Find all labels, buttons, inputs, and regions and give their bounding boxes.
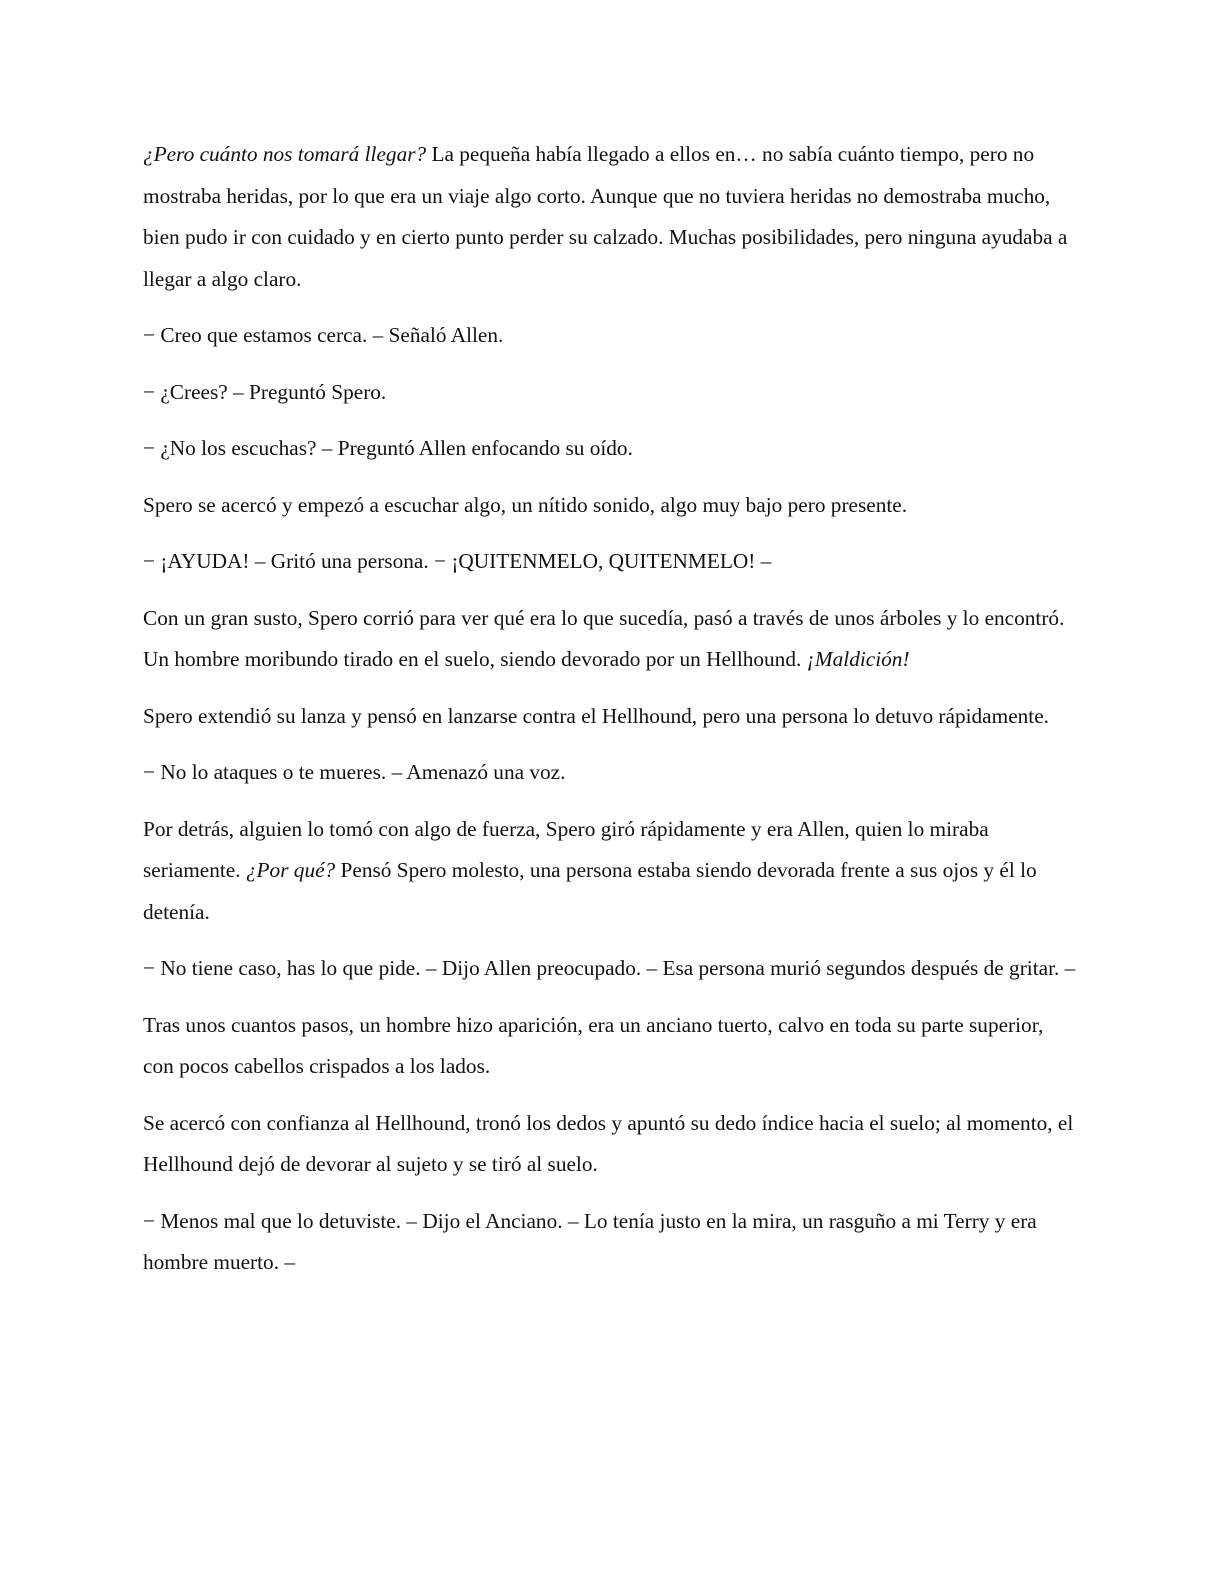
paragraph-11: [143, 948, 1078, 990]
paragraph-11-text: − No tiene caso, has lo que pide. – Dijo Allen preocupado. – Esa persona murió segundos después de gritar. –: [143, 956, 1076, 980]
paragraph-13: [143, 1103, 1078, 1186]
paragraph-1: [143, 134, 1078, 300]
paragraph-6: [143, 541, 1078, 583]
paragraph-10-text-a: Por detrás, alguien lo tomó con algo de fuerza, Spero giró rápidamente y era Allen, quien lo miraba seriamente.: [143, 816, 989, 882]
paragraph-9-text: − No lo ataques o te mueres. – Amenazó una voz.: [143, 760, 566, 784]
paragraph-5-text: Spero se acercó y empezó a escuchar algo, un nítido sonido, algo muy bajo pero presente.: [143, 492, 908, 517]
paragraph-7-text: Con un gran susto, Spero corrió para ver qué era lo que sucedía, pasó a través de unos árboles y lo encontró. Un hombre moribundo tirado en el suelo, siendo devorado por un Hellhound.: [143, 605, 1065, 671]
paragraph-7: [143, 598, 1078, 681]
paragraph-1-italic: ¿Pero cuánto nos tomará llegar?: [143, 142, 427, 166]
paragraph-2-text: − Creo que estamos cerca. – Señaló Allen.: [143, 323, 504, 347]
paragraph-13-text: Se acercó con confianza al Hellhound, tronó los dedos y apuntó su dedo índice hacia el suelo; al momento, el Hellhound dejó de devorar al sujeto y se tiró al suelo.: [143, 1110, 1074, 1176]
paragraph-10-text-b: Pensó Spero molesto, una persona estaba siendo devorada frente a sus ojos y él lo detenía.: [143, 858, 1037, 924]
paragraph-3-text: − ¿Crees? – Preguntó Spero.: [143, 379, 387, 404]
paragraph-4-text: − ¿No los escuchas? – Preguntó Allen enfocando su oído.: [143, 436, 633, 460]
paragraph-3: [143, 372, 1078, 414]
paragraph-10: [143, 809, 1078, 934]
paragraph-10-italic: ¿Por qué?: [245, 858, 336, 882]
paragraph-1-text: La pequeña había llegado a ellos en… no sabía cuánto tiempo, pero no mostraba heridas, por lo que era un viaje algo corto. Aunque que no tuviera heridas no demostraba mucho, bien pudo ir con cuidado y en cierto punto perder su calzado. Muchas posibilidades, pero ninguna ayudaba a llegar a algo claro.: [143, 142, 1068, 291]
paragraph-5: [143, 485, 1078, 527]
paragraph-6-text: − ¡AYUDA! – Gritó una persona. − ¡QUITENMELO, QUITENMELO! –: [143, 549, 772, 573]
paragraph-8: [143, 696, 1078, 738]
document-page: [143, 134, 1078, 1299]
paragraph-2: [143, 315, 1078, 357]
paragraph-4: [143, 428, 1078, 470]
paragraph-14: [143, 1201, 1078, 1284]
paragraph-7-italic: ¡Maldición!: [806, 647, 910, 671]
paragraph-9: [143, 752, 1078, 794]
paragraph-12-text: Tras unos cuantos pasos, un hombre hizo aparición, era un anciano tuerto, calvo en toda su parte superior, con pocos cabellos crispados a los lados.: [143, 1012, 1044, 1078]
paragraph-12: [143, 1005, 1078, 1088]
paragraph-8-text: Spero extendió su lanza y pensó en lanzarse contra el Hellhound, pero una persona lo detuvo rápidamente.: [143, 703, 1049, 728]
paragraph-14-text: − Menos mal que lo detuviste. – Dijo el Anciano. – Lo tenía justo en la mira, un rasguño a mi Terry y era hombre muerto. –: [143, 1208, 1037, 1274]
